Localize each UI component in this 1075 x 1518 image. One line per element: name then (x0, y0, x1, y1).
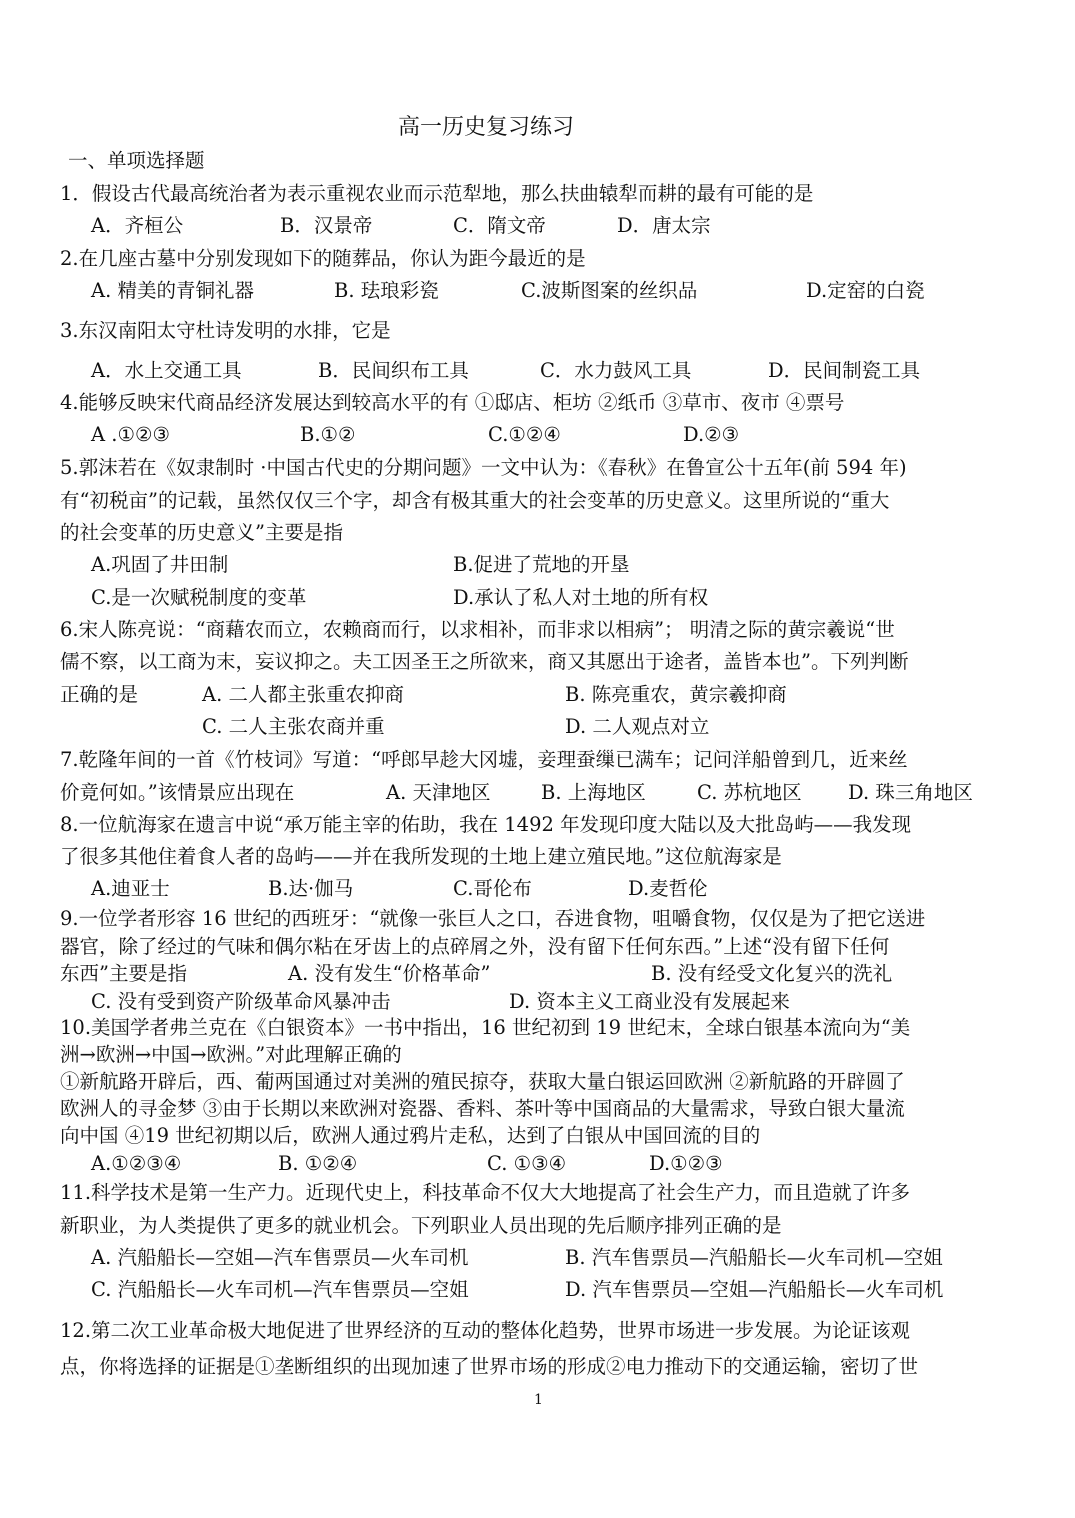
question-9-option-c: C. 没有受到资产阶级革命风暴冲击 (91, 990, 391, 1013)
section-heading: 一、单项选择题 (68, 149, 205, 172)
question-10-stem-line-4: 欧洲人的寻金梦 ③由于长期以来欧洲对瓷器、香料、茶叶等中国商品的大量需求，导致白银大量流 (60, 1097, 905, 1120)
question-6-stem-line-2: 儒不察，以工商为末，妄议抑之。夫工因圣王之所欲来，商又其愿出于途者，盖皆本也”。下列判断 (60, 650, 909, 673)
question-4-option-a: A .①②③ (91, 423, 170, 446)
question-5-stem-line-2: 有“初税亩”的记载，虽然仅仅三个字，却含有极其重大的社会变革的历史意义。这里所说的“重大 (60, 489, 890, 512)
question-10-option-d: D.①②③ (649, 1152, 723, 1175)
question-1-stem: 1．假设古代最高统治者为表示重视农业而示范犁地，那么扶曲辕犁而耕的最有可能的是 (60, 182, 814, 205)
page-number: 1 (534, 1392, 543, 1408)
question-9-option-a: A. 没有发生“价格革命” (288, 962, 491, 985)
question-11-option-c: C. 汽船船长—火车司机—汽车售票员—空姐 (91, 1278, 469, 1301)
question-1-option-d: D．唐太宗 (617, 214, 711, 237)
question-2-stem: 2.在几座古墓中分别发现如下的随葬品，你认为距今最近的是 (60, 247, 586, 270)
question-9-stem-line-2: 器官，除了经过的气味和偶尔粘在牙齿上的点碎屑之外，没有留下任何东西。”上述“没有留下任何 (60, 935, 890, 958)
question-7-option-b: B. 上海地区 (541, 781, 646, 804)
question-12-stem-line-1: 12.第二次工业革命极大地促进了世界经济的互动的整体化趋势，世界市场进一步发展。为论证该观 (60, 1319, 911, 1342)
question-10-stem-line-2: 洲→欧洲→中国→欧洲。”对此理解正确的 (60, 1043, 402, 1066)
question-1-option-a: A．齐桓公 (91, 214, 184, 237)
question-8-option-c: C.哥伦布 (453, 877, 532, 900)
question-12-stem-line-2: 点，你将选择的证据是①垄断组织的出现加速了世界市场的形成②电力推动下的交通运输，密切了世 (60, 1355, 919, 1378)
question-4-option-c: C.①②④ (488, 423, 561, 446)
question-11-stem-line-1: 11.科学技术是第一生产力。近现代史上，科技革命不仅大大地提高了社会生产力，而且造就了许多 (60, 1181, 911, 1204)
question-3-option-c: C．水力鼓风工具 (540, 359, 692, 382)
question-7-option-c: C. 苏杭地区 (697, 781, 802, 804)
question-3-option-d: D．民间制瓷工具 (768, 359, 921, 382)
question-6-option-c: C. 二人主张农商并重 (202, 715, 385, 738)
question-11-option-b: B. 汽车售票员—汽船船长—火车司机—空姐 (565, 1246, 943, 1269)
question-1-option-b: B．汉景帝 (280, 214, 373, 237)
question-6-stem-line-3: 正确的是 (60, 683, 139, 706)
question-7-option-a: A. 天津地区 (386, 781, 491, 804)
question-5-option-c: C.是一次赋税制度的变革 (91, 586, 307, 609)
question-11-option-d: D. 汽车售票员—空姐—汽船船长—火车司机 (565, 1278, 944, 1301)
question-8-option-a: A.迪亚士 (91, 877, 170, 900)
question-6-option-d: D. 二人观点对立 (565, 715, 710, 738)
question-8-option-d: D.麦哲伦 (628, 877, 708, 900)
question-3-option-a: A．水上交通工具 (91, 359, 242, 382)
question-10-stem-line-1: 10.美国学者弗兰克在《白银资本》一书中指出，16 世纪初到 19 世纪末，全球白银基本流向为“美 (60, 1016, 911, 1039)
question-4-option-b: B.①② (300, 423, 356, 446)
question-3-stem: 3.东汉南阳太守杜诗发明的水排，它是 (60, 319, 391, 342)
question-10-stem-line-5: 向中国 ④19 世纪初期以后，欧洲人通过鸦片走私，达到了白银从中国回流的目的 (60, 1124, 761, 1147)
question-7-option-d: D. 珠三角地区 (848, 781, 973, 804)
question-9-option-d: D. 资本主义工商业没有发展起来 (509, 990, 790, 1013)
question-1-option-c: C．隋文帝 (453, 214, 546, 237)
question-2-option-c: C.波斯图案的丝织品 (521, 279, 698, 302)
question-4-stem: 4.能够反映宋代商品经济发展达到较高水平的有 ①邸店、柜坊 ②纸币 ③草市、夜市 ④票号 (60, 391, 845, 414)
question-9-stem-line-3: 东西”主要是指 (60, 962, 187, 985)
question-11-stem-line-2: 新职业，为人类提供了更多的就业机会。下列职业人员出现的先后顺序排列正确的是 (60, 1214, 782, 1237)
page-title: 高一历史复习练习 (398, 115, 575, 140)
question-9-stem-line-1: 9.一位学者形容 16 世纪的西班牙：“就像一张巨人之口，吞进食物，咀嚼食物，仅仅是为了把它送进 (60, 907, 926, 930)
question-6-option-b: B. 陈亮重农，黄宗羲抑商 (565, 683, 787, 706)
question-3-option-b: B．民间织布工具 (318, 359, 469, 382)
question-2-option-d: D.定窑的白瓷 (806, 279, 925, 302)
question-5-stem-line-1: 5.郭沫若在《奴隶制时 ·中国古代史的分期问题》一文中认为：《春秋》在鲁宣公十五年(前 594 年) (60, 456, 907, 479)
question-5-stem-line-3: 的社会变革的历史意义”主要是指 (60, 521, 343, 544)
question-6-stem-line-1: 6.宋人陈亮说：“商藉农而立，农赖商而行，以求相补，而非求以相病”； 明清之际的黄宗羲说“世 (60, 618, 895, 641)
question-11-option-a: A. 汽船船长—空姐—汽车售票员—火车司机 (91, 1246, 469, 1269)
question-2-option-b: B. 珐琅彩瓷 (334, 279, 439, 302)
question-5-option-d: D.承认了私人对土地的所有权 (453, 586, 709, 609)
question-5-option-b: B.促进了荒地的开垦 (453, 553, 630, 576)
question-7-stem-line-1: 7.乾隆年间的一首《竹枝词》写道：“呼郎早趁大冈墟，妾理蚕缫已满车；记问洋船曾到几，近来丝 (60, 748, 908, 771)
question-9-option-b: B. 没有经受文化复兴的洗礼 (651, 962, 893, 985)
question-4-option-d: D.②③ (683, 423, 740, 446)
question-8-stem-line-1: 8.一位航海家在遗言中说“承万能主宰的佑助，我在 1492 年发现印度大陆以及大批岛屿——我发现 (60, 813, 912, 836)
question-7-stem-line-2: 价竟何如。”该情景应出现在 (60, 781, 295, 804)
question-5-option-a: A.巩固了井田制 (91, 553, 229, 576)
question-6-option-a: A. 二人都主张重农抑商 (202, 683, 404, 706)
question-2-option-a: A. 精美的青铜礼器 (91, 279, 254, 302)
question-8-stem-line-2: 了很多其他住着食人者的岛屿——并在我所发现的土地上建立殖民地。”这位航海家是 (60, 845, 782, 868)
question-8-option-b: B.达·伽马 (268, 877, 354, 900)
question-10-option-c: C. ①③④ (487, 1152, 567, 1175)
question-10-option-a: A.①②③④ (91, 1152, 182, 1175)
question-10-option-b: B. ①②④ (278, 1152, 358, 1175)
question-10-stem-line-3: ①新航路开辟后，西、葡两国通过对美洲的殖民掠夺，获取大量白银运回欧洲 ②新航路的开辟圆了 (60, 1070, 905, 1093)
